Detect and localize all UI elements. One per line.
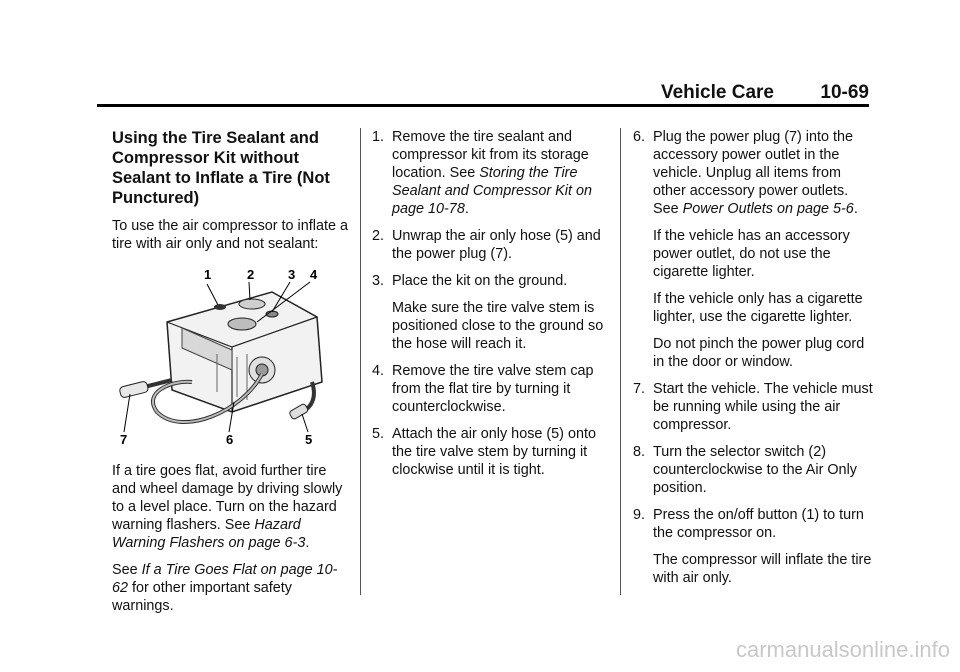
step-number: 4. [372,363,385,379]
page-header [97,82,869,104]
column-divider [360,128,361,595]
paragraph-text: for other important safety warnings. [112,580,292,614]
page-number: 10-69 [820,82,869,103]
paragraph-text: . [305,535,310,551]
section-heading: Using the Tire Sealant and Compressor Kit without Sealant to Inflate a Tire (Not Punctured) [112,129,330,207]
step-text: Attach the air only hose (5) onto the tire valve stem by turning it clockwise until it is tight. [392,426,596,478]
step-number: 7. [633,381,646,397]
safety-paragraph [112,561,350,615]
step-number: 5. [372,426,385,442]
step-number: 2. [372,228,385,244]
step-item [372,425,610,479]
cross-reference-link[interactable]: Power Outlets on page 5-6 [682,201,854,217]
section-title: Vehicle Care [660,82,774,103]
steps-list-2 [633,128,873,587]
step-text: Place the kit on the ground. [392,273,568,289]
cross-reference-link[interactable]: If a Tire Goes Flat on page 10-62 [112,562,338,596]
callout-2: 2 [247,267,255,282]
paragraph-text: See [112,562,142,578]
column-divider [620,128,621,595]
column-right [633,128,873,596]
step-number: 8. [633,444,646,460]
step-item [633,380,873,434]
callout-3: 3 [288,267,296,282]
step-item [633,128,873,371]
callout-4: 4 [310,267,318,282]
step-note: Do not pinch the power plug cord in the door or window. [653,336,865,370]
compressor-kit-illustration [112,262,350,450]
step-item [372,128,610,218]
step-number: 1. [372,129,385,145]
step-text: Unwrap the air only hose (5) and the power plug (7). [392,228,601,262]
step-note: If the vehicle has an accessory power outlet, do not use the cigarette lighter. [653,228,850,280]
callout-6: 6 [226,432,234,447]
site-watermark: carmanualsonline.info [735,637,950,662]
step-note: The compressor will inflate the tire with air only. [653,552,872,586]
step-text: Start the vehicle. The vehicle must be running while using the air compressor. [653,381,873,433]
step-note: If the vehicle only has a cigarette lighter, use the cigarette lighter. [653,291,863,325]
step-text: . [853,201,858,217]
step-number: 9. [633,507,646,523]
step-text: Plug the power plug (7) into the accessory power outlet in the vehicle. Unplug all items from other accessory power outlets. See [653,129,853,217]
step-text: Turn the selector switch (2) counterclockwise to the Air Only position. [653,444,857,496]
step-text: Remove the tire sealant and compressor kit from its storage location. See [392,129,589,181]
intro-paragraph: To use the air compressor to inflate a tire with air only and not sealant: [112,218,348,252]
column-middle [372,128,610,488]
callout-1: 1 [204,267,212,282]
step-text: . [464,201,469,217]
step-item [372,272,610,353]
steps-list-1 [372,128,610,479]
step-item [633,506,873,587]
step-item [633,443,873,497]
step-text: Press the on/off button (1) to turn the compressor on. [653,507,864,541]
step-note: Make sure the tire valve stem is positioned close to the ground so the hose will reach it. [392,300,604,352]
cross-reference-link[interactable]: Hazard Warning Flashers on page 6-3 [112,517,306,551]
step-text: Remove the tire valve stem cap from the flat tire by turning it counterclockwise. [392,363,594,415]
cross-reference-link[interactable]: Storing the Tire Sealant and Compressor Kit on page 10-78 [392,165,592,217]
paragraph-text: If a tire goes flat, avoid further tire and wheel damage by driving slowly to a level place. Turn on the hazard warning flashers. See [112,463,343,533]
header-rule [97,104,869,107]
callout-5: 5 [305,432,313,447]
step-number: 3. [372,273,385,289]
step-item [372,362,610,416]
step-item [372,227,610,263]
step-number: 6. [633,129,646,145]
callout-7: 7 [120,432,128,447]
flat-tire-paragraph [112,462,350,552]
column-left [112,128,350,624]
